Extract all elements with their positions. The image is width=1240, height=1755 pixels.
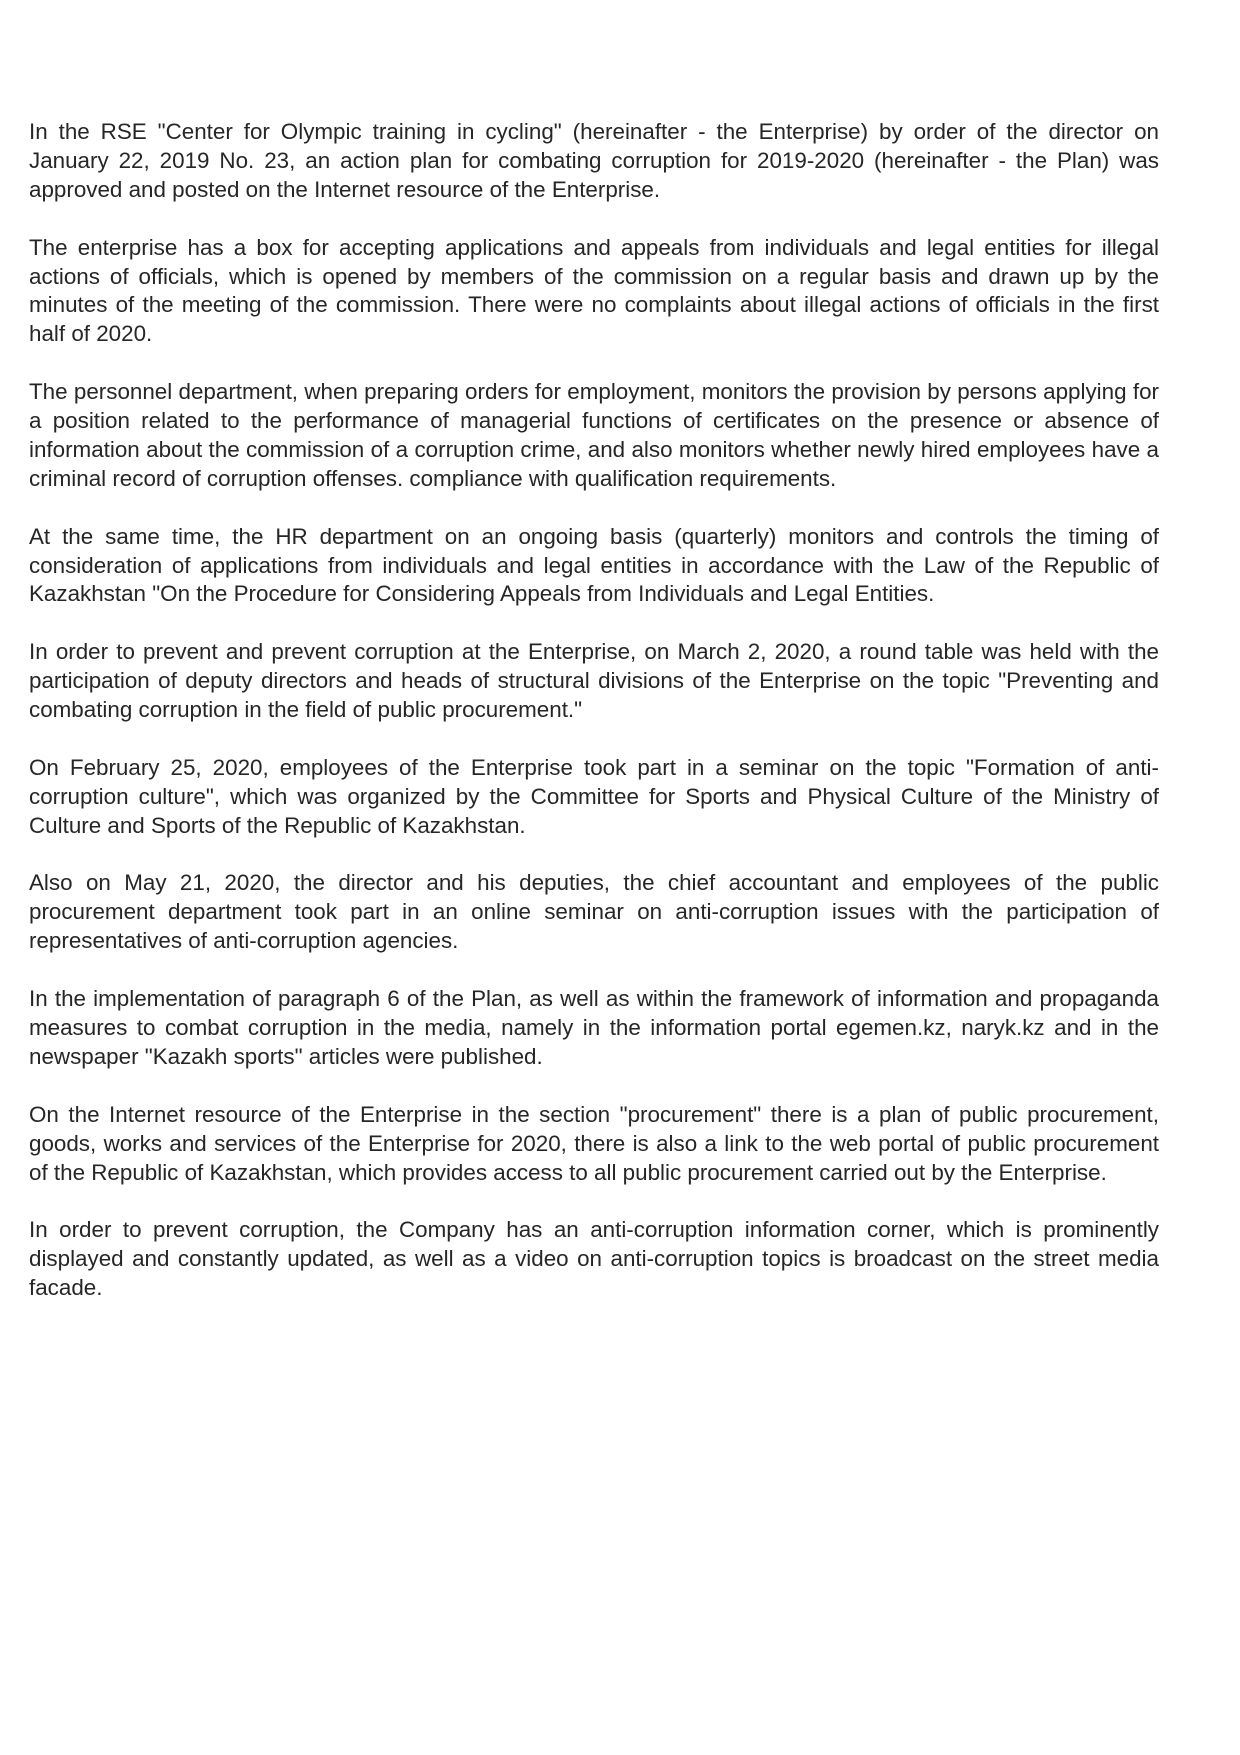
paragraph-round-table: In order to prevent and prevent corruption at the Enterprise, on March 2, 2020, a round table was held with the participation of deputy directors and heads of structural divisions of the Enterprise on the topic "Preventing and combating corruption in the field of public procurement." (29, 639, 1159, 723)
paragraph-seminar-may: Also on May 21, 2020, the director and his deputies, the chief accountant and employees of the public procurement department took part in an online seminar on anti-corruption issues with the participation of representatives of anti-corruption agencies. (29, 870, 1159, 954)
paragraph-hr-monitoring: At the same time, the HR department on an ongoing basis (quarterly) monitors and controls the timing of consideration of applications from individuals and legal entities in accordance with the Law of the Republic of Kazakhstan "On the Procedure for Considering Appeals from Individuals and Legal Entities. (29, 523, 1159, 607)
paragraph-complaints-box: The enterprise has a box for accepting applications and appeals from individuals and legal entities for illegal actions of officials, which is opened by members of the commission on a regular basis and drawn up by the minutes of the meeting of the commission. There were no complaints about illegal actions of officials in the first half of 2020. (29, 234, 1159, 347)
paragraph-seminar-february: On February 25, 2020, employees of the Enterprise took part in a seminar on the topic "Formation of anti-corruption culture", which was organized by the Committee for Sports and Physical Culture of the Ministry of Culture and Sports of the Republic of Kazakhstan. (29, 754, 1159, 838)
paragraph-action-plan: In the RSE "Center for Olympic training in cycling" (hereinafter - the Enterprise) by order of the director on January 22, 2019 No. 23, an action plan for combating corruption for 2019-2020 (hereinafter - the Plan) was approved and posted on the Internet resource of the Enterprise. (29, 119, 1159, 202)
paragraph-procurement-section: On the Internet resource of the Enterprise in the section "procurement" there is a plan of public procurement, goods, works and services of the Enterprise for 2020, there is also a link to the web portal of public procurement of the Republic of Kazakhstan, which provides access to all public procurement carried out by the Enterprise. (29, 1101, 1159, 1185)
paragraph-personnel-department: The personnel department, when preparing orders for employment, monitors the provision by persons applying for a position related to the performance of managerial functions of certificates on the presence or absence of information about the commission of a corruption crime, and also monitors whether newly hired employees have a criminal record of corruption offenses. compliance with qualification requirements. (29, 379, 1159, 491)
document-body (29, 118, 1159, 1332)
paragraph-information-corner: In order to prevent corruption, the Company has an anti-corruption information corner, which is prominently displayed and constantly updated, as well as a video on anti-corruption topics is broadcast on the street media facade. (29, 1217, 1159, 1301)
paragraph-media-articles: In the implementation of paragraph 6 of the Plan, as well as within the framework of information and propaganda measures to combat corruption in the media, namely in the information portal egemen.kz, naryk.kz and in the newspaper "Kazakh sports" articles were published. (29, 986, 1159, 1069)
